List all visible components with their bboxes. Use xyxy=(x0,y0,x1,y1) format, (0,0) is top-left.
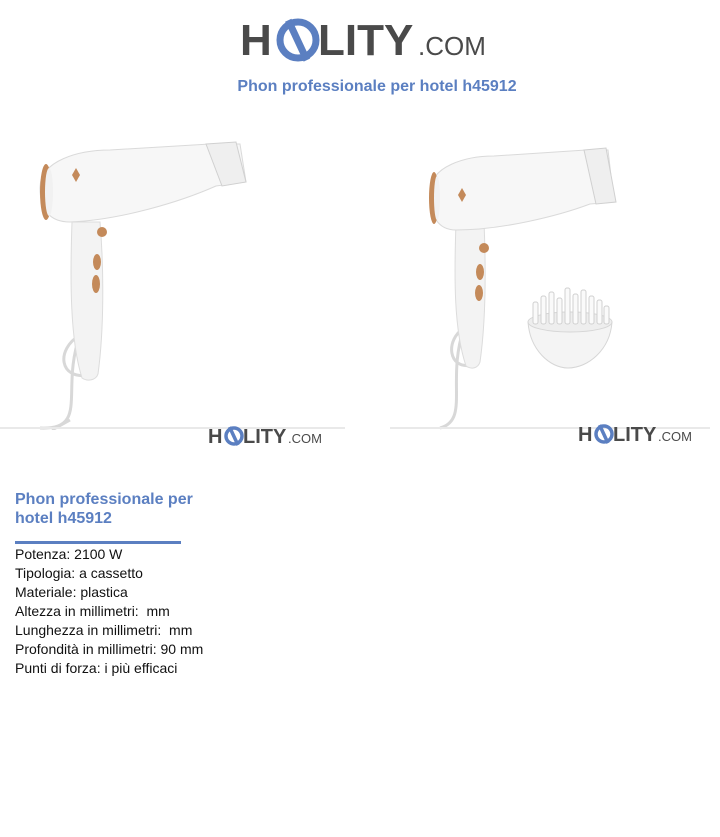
spec-list xyxy=(15,545,203,678)
hair-dryer-with-diffuser-image xyxy=(390,130,720,430)
svg-text:LITY: LITY xyxy=(613,424,657,446)
spec-height: Altezza in millimetri: mm xyxy=(15,603,170,619)
holity-logo[interactable] xyxy=(240,14,500,66)
product-title: Phon professionale per hotel h45912 xyxy=(15,491,193,527)
logo-suffix: .COM xyxy=(418,31,486,61)
page-title: Phon professionale per hotel h45912 xyxy=(237,78,517,95)
holity-watermark-icon xyxy=(208,422,328,450)
spec-material: Materiale: plastica xyxy=(15,584,128,600)
hair-dryer-image xyxy=(0,130,345,430)
watermark-logo xyxy=(578,420,698,448)
holity-watermark-icon xyxy=(578,420,698,448)
holity-logo-icon xyxy=(240,14,500,66)
svg-text:.COM: .COM xyxy=(288,431,322,446)
spec-type: Tipologia: a cassetto xyxy=(15,565,143,581)
diffuser-icon xyxy=(528,288,612,368)
spec-depth: Profondità in millimetri: 90 mm xyxy=(15,641,204,657)
logo-letters-lity: LITY xyxy=(318,16,414,65)
svg-text:H: H xyxy=(208,426,223,448)
svg-text:LITY: LITY xyxy=(243,426,287,448)
title-underline xyxy=(15,541,181,544)
spec-length: Lunghezza in millimetri: mm xyxy=(15,622,193,638)
spec-power: Potenza: 2100 W xyxy=(15,546,123,562)
watermark-logo xyxy=(208,422,328,450)
product-image-dryer[interactable] xyxy=(0,130,345,430)
spec-strengths: Punti di forza: i più efficaci xyxy=(15,660,178,676)
logo-ring-icon xyxy=(280,19,316,62)
product-image-dryer-diffuser[interactable] xyxy=(390,130,720,430)
svg-text:H: H xyxy=(578,424,593,446)
logo-letter-h: H xyxy=(240,16,272,65)
svg-text:.COM: .COM xyxy=(658,429,692,444)
